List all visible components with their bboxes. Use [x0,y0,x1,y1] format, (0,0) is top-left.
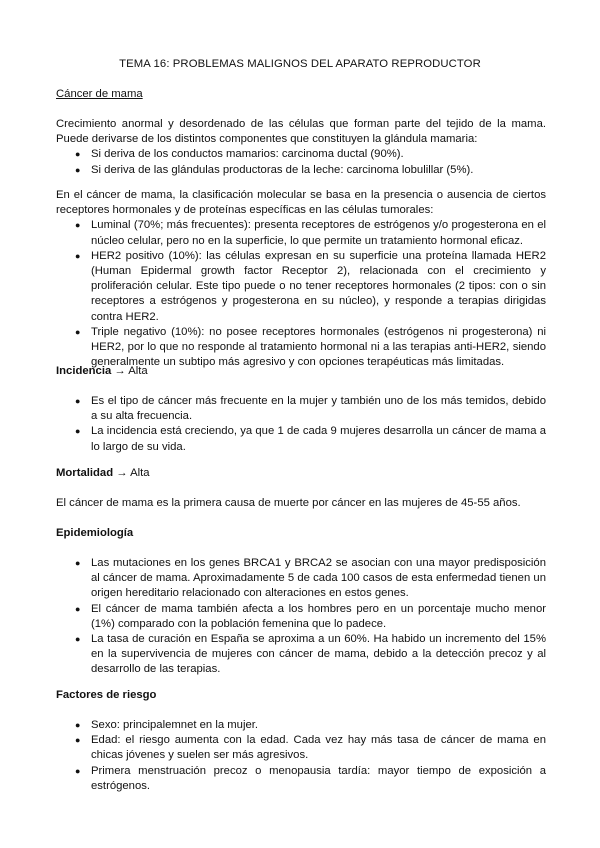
epidemiologia-list [56,556,546,678]
list-item: ● Si deriva de los conductos mamarios: carcinoma ductal (90%). [56,147,546,162]
factores-heading: Factores de riesgo [56,689,157,701]
section-epidemiologia-heading [56,526,546,541]
mortalidad-text: El cáncer de mama es la primera causa de muerte por cáncer en las mujeres de 45-55 años. [56,497,521,509]
bullet-icon: ● [75,735,81,746]
cancer-intro-text: Crecimiento anormal y desordenado de las células que forman parte del tejido de la mama. Puede derivarse de los distintos componentes que constituyen la glándula mamaria: [56,118,546,146]
section-factores [56,718,546,794]
section-molecular [56,188,546,370]
mortalidad-label: Mortalidad [56,467,114,479]
section-incidencia [56,394,546,455]
incidencia-label: Incidencia [56,365,112,377]
page-title: TEMA 16: PROBLEMAS MALIGNOS DEL APARATO REPRODUCTOR [119,58,481,70]
cancer-type-list [56,147,546,177]
section-epidemiologia [56,556,546,678]
list-item: ● HER2 positivo (10%): las células expresan en su superficie una proteína llamada HER2 (Human Epidermal growth factor Receptor 2), relacionada con el crecimiento y proliferación celular. Este tipo puede o no tener receptores hormonales (2 tipos: con o sin receptores a estrógenos y progesterona en su núcleo), y responde a terapias dirigidas contra HER2. [75,249,546,323]
list-item: ● Primera menstruación precoz o menopausia tardía: mayor tiempo de exposición a estrógenos. [75,764,546,792]
section-incidencia-heading [56,364,546,379]
list-item: ● Triple negativo (10%): no posee receptores hormonales (estrógenos ni progesterona) ni HER2, por lo que no responde al tratamiento hormonal ni a las terapias anti-HER2, siendo generalmente un subtipo más agresivo y con opciones terapéuticas más limitadas. [75,325,546,369]
molecular-intro-text: En el cáncer de mama, la clasificación molecular se basa en la presencia o ausencia de ciertos receptores hormonales y de proteínas específicas en las células tumorales: [56,189,546,217]
section-cancer-heading [56,87,546,102]
factores-list [56,718,546,794]
bullet-icon: ● [75,765,81,776]
cancer-heading: Cáncer de mama [56,88,143,100]
list-item: ● Sexo: principalemnet en la mujer. [56,718,546,733]
list-item: ● La incidencia está creciendo, ya que 1 de cada 9 mujeres desarrolla un cáncer de mama a lo largo de su vida. [75,425,546,453]
list-item: ● Luminal (70%; más frecuentes): presenta receptores de estrógenos y/o progesterona en el núcleo celular, pero no en la superficie, lo que permite un tratamiento hormonal eficaz. [75,219,546,247]
bullet-icon: ● [75,720,81,730]
bullet-icon: ● [75,220,81,231]
epidemiologia-heading: Epidemiología [56,527,134,539]
section-mortalidad-heading [56,466,546,481]
list-item: ● Edad: el riesgo aumenta con la edad. Cada vez hay más tasa de cáncer de mama en chicas jóvenes y suelen ser más agresivos. [75,734,546,762]
bullet-icon: ● [75,634,81,645]
list-item: ● Es el tipo de cáncer más frecuente en la mujer y también uno de los más temidos, debido a su alta frecuencia. [75,395,546,423]
bullet-icon: ● [75,396,81,406]
list-item: ● Las mutaciones en los genes BRCA1 y BRCA2 se asocian con una mayor predisposición al cáncer de mama. Aproximadamente 5 de cada 100 casos de esta enfermedad tienen un origen hereditario relacionado con alteraciones en estos genes. [75,557,546,600]
mortalidad-value: → Alta [116,467,150,479]
bullet-icon: ● [75,250,81,261]
bullet-icon: ● [75,326,81,337]
bullet-icon: ● [75,164,81,175]
list-item: ● Si deriva de las glándulas productoras de la leche: carcinoma lobulillar (5%). [56,163,546,178]
incidencia-value: → Alta [114,365,148,377]
bullet-icon: ● [75,603,81,614]
section-mortalidad [56,496,546,511]
incidencia-list [56,394,546,455]
bullet-icon: ● [75,149,81,160]
section-cancer-intro [56,117,546,178]
section-factores-heading [56,688,546,703]
bullet-icon: ● [75,558,81,568]
bullet-icon: ● [75,426,81,437]
list-item: ● El cáncer de mama también afecta a los hombres pero en un porcentaje mucho menor (1%) comparado con la población femenina que lo padece. [75,602,546,630]
list-item: ● La tasa de curación en España se aproxima a un 60%. Ha habido un incremento del 15% en la supervivencia de mujeres con cáncer de mama, debido a la detección precoz y al desarrollo de las terapias. [75,633,546,676]
molecular-list [56,218,546,370]
